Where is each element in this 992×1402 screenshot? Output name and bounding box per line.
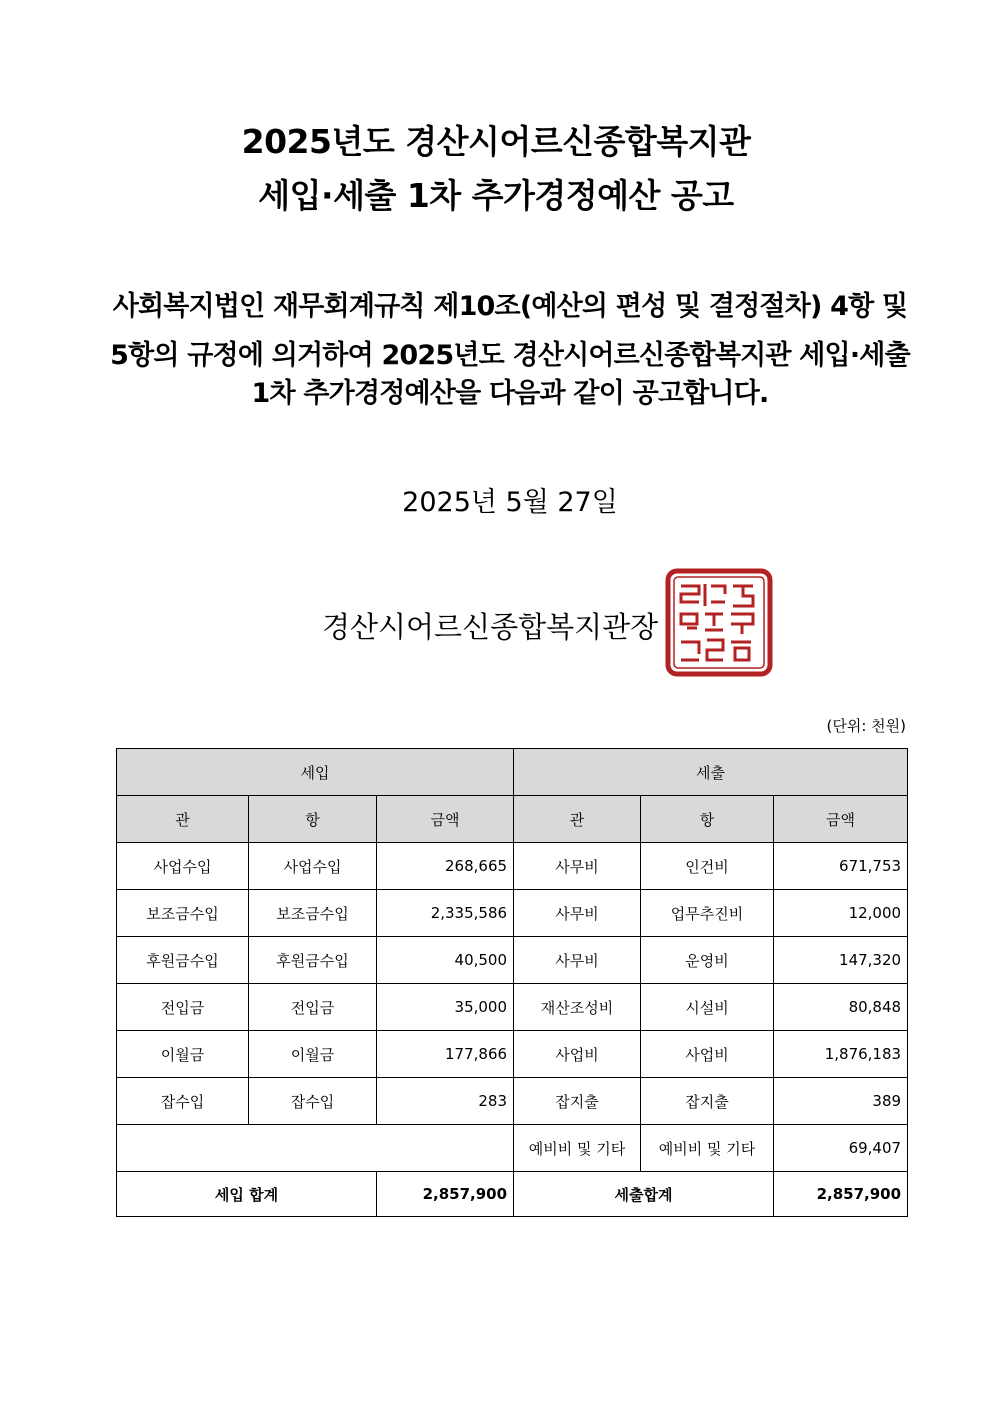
- col-header-exp-gwan: 관: [514, 796, 641, 843]
- rev-amount-cell: 268,665: [377, 843, 514, 890]
- rev-gwan-cell: 잡수입: [117, 1078, 249, 1125]
- unit-label: (단위: 천원): [826, 717, 906, 735]
- exp-gwan-cell: 예비비 및 기타: [514, 1125, 641, 1172]
- rev-gwan-cell: 후원금수입: [117, 937, 249, 984]
- official-seal-icon: [665, 568, 773, 677]
- exp-gwan-cell: 사업비: [514, 1031, 641, 1078]
- exp-amount-cell: 389: [774, 1078, 908, 1125]
- rev-hang-cell: 보조금수입: [249, 890, 377, 937]
- rev-hang-cell: 이월금: [249, 1031, 377, 1078]
- rev-amount-cell: 283: [377, 1078, 514, 1125]
- exp-gwan-cell: 재산조성비: [514, 984, 641, 1031]
- notice-title-line2: 세입·세출 1차 추가경정예산 공고: [258, 176, 734, 215]
- notice-body-line3: 1차 추가경정예산을 다음과 같이 공고합니다.: [251, 378, 769, 409]
- rev-hang-cell: 후원금수입: [249, 937, 377, 984]
- expense-header: 세출: [514, 749, 908, 796]
- notice-date: 2025년 5월 27일: [402, 487, 618, 518]
- rev-hang-cell: 사업수입: [249, 843, 377, 890]
- exp-amount-cell: 147,320: [774, 937, 908, 984]
- col-header-exp-hang: 항: [641, 796, 774, 843]
- table-section-header-row: [117, 749, 908, 796]
- rev-amount-cell: 177,866: [377, 1031, 514, 1078]
- table-row: [117, 890, 908, 937]
- exp-gwan-cell: 잡지출: [514, 1078, 641, 1125]
- expense-total-label: 세출합계: [514, 1172, 774, 1217]
- exp-amount-cell: 671,753: [774, 843, 908, 890]
- table-row: [117, 843, 908, 890]
- table-row: [117, 1078, 908, 1125]
- table-row-reserve: [117, 1125, 908, 1172]
- rev-gwan-cell: 전입금: [117, 984, 249, 1031]
- exp-gwan-cell: 사무비: [514, 937, 641, 984]
- rev-gwan-cell: 보조금수입: [117, 890, 249, 937]
- exp-amount-cell: 1,876,183: [774, 1031, 908, 1078]
- table-column-header-row: [117, 796, 908, 843]
- exp-hang-cell: 운영비: [641, 937, 774, 984]
- exp-gwan-cell: 사무비: [514, 890, 641, 937]
- rev-gwan-cell: 사업수입: [117, 843, 249, 890]
- exp-hang-cell: 시설비: [641, 984, 774, 1031]
- rev-hang-cell: 전입금: [249, 984, 377, 1031]
- rev-amount-cell: 40,500: [377, 937, 514, 984]
- exp-amount-cell: 12,000: [774, 890, 908, 937]
- exp-hang-cell: 잡지출: [641, 1078, 774, 1125]
- rev-amount-cell: 2,335,586: [377, 890, 514, 937]
- table-total-row: [117, 1172, 908, 1217]
- exp-hang-cell: 사업비: [641, 1031, 774, 1078]
- organization-name: 경산시어르신종합복지관장: [322, 610, 659, 644]
- table-row: [117, 937, 908, 984]
- table-row: [117, 984, 908, 1031]
- col-header-rev-hang: 항: [249, 796, 377, 843]
- revenue-header: 세입: [117, 749, 514, 796]
- expense-total-amount: 2,857,900: [774, 1172, 908, 1217]
- exp-hang-cell: 인건비: [641, 843, 774, 890]
- budget-table: [116, 748, 908, 1217]
- exp-amount-cell: 69,407: [774, 1125, 908, 1172]
- revenue-total-amount: 2,857,900: [377, 1172, 514, 1217]
- exp-hang-cell: 예비비 및 기타: [641, 1125, 774, 1172]
- notice-title-line1: 2025년도 경산시어르신종합복지관: [241, 122, 751, 161]
- notice-body-line1: 사회복지법인 재무회계규칙 제10조(예산의 편성 및 결정절차) 4항 및: [112, 291, 908, 322]
- exp-hang-cell: 업무추진비: [641, 890, 774, 937]
- col-header-rev-amount: 금액: [377, 796, 514, 843]
- rev-gwan-cell: 이월금: [117, 1031, 249, 1078]
- notice-body-line2: 5항의 규정에 의거하여 2025년도 경산시어르신종합복지관 세입·세출: [110, 340, 910, 371]
- table-row: [117, 1031, 908, 1078]
- exp-gwan-cell: 사무비: [514, 843, 641, 890]
- col-header-exp-amount: 금액: [774, 796, 908, 843]
- revenue-total-label: 세입 합계: [117, 1172, 377, 1217]
- empty-revenue-cell: [117, 1125, 514, 1172]
- rev-hang-cell: 잡수입: [249, 1078, 377, 1125]
- rev-amount-cell: 35,000: [377, 984, 514, 1031]
- col-header-rev-gwan: 관: [117, 796, 249, 843]
- exp-amount-cell: 80,848: [774, 984, 908, 1031]
